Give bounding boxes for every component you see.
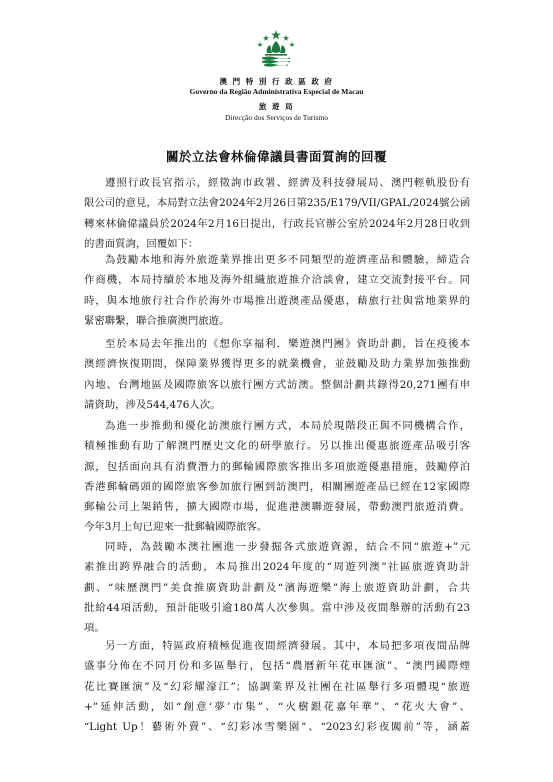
text-line: 素推出跨界融合的活動，本局推出2024年度的“周遊列澳”社區旅遊資助計 — [84, 561, 470, 574]
paragraph-5 — [84, 537, 470, 638]
macau-emblem-icon — [256, 28, 296, 68]
government-name-pt: Governo da Região Administrativa Especial de Macau — [189, 87, 364, 96]
text-line: 緊密聯繫，聯合推廣澳門旅遊。 — [84, 314, 230, 327]
text-line: 花比賽匯演”及“幻彩耀濠江”；協調業界及社團在社區舉行多項體現“旅遊 — [84, 680, 470, 693]
text-line: 請資助，涉及544,476人次。 — [84, 398, 221, 411]
text-line: 限公司的意見，本局對立法會2024年2月26日第235/E179/VII/GPAL/2024號公函 — [84, 197, 471, 210]
text-line: +”延伸活動，如“創意‘夢’市集”、“火樹銀花嘉年華”、“花火大會”、 — [84, 700, 470, 713]
paragraph-4 — [84, 416, 470, 538]
paragraph-3 — [84, 334, 470, 415]
paragraph-6 — [84, 636, 470, 737]
text-line: 遵照行政長官指示，經徵詢市政署、經濟及科技發展局、澳門輕軌股份有 — [105, 177, 470, 189]
text-line: 項。 — [84, 622, 105, 635]
paragraph-2 — [84, 250, 470, 331]
text-line: 作商機，本局持續於本地及海外組織旅遊推介洽談會，建立交流對接平台。同 — [84, 274, 470, 287]
text-line: 盛事分佈在不同月份和多區舉行，包括“農曆新年花車匯演”、“澳門國際煙 — [84, 660, 470, 673]
text-line: 為進一步推動和優化訪澳旅行團方式，本局於現階段正與不同機構合作， — [105, 420, 470, 432]
text-line: 郵輪公司上架銷售，擴大國際市場，促進港澳聯遊發展，帶動澳門旅遊消費。 — [84, 501, 470, 514]
text-line: 轉來林倫偉議員於2024年2月16日提出，行政長官辦公室於2024年2月28日收到 — [84, 217, 470, 230]
text-line: 劃、“味歷澳門”美食推廣資助計劃及“濱海遊樂”海上旅遊資助計劃，合共 — [84, 581, 470, 594]
text-line: 時，與本地旅行社合作於海外市場推出遊澳產品優惠，藉旅行社與當地業界的 — [84, 294, 470, 307]
text-line: 至於本局去年推出的《想你享福利．樂遊澳門團》資助計劃，旨在疫後本 — [105, 338, 470, 350]
government-name-zh: 澳 門 特 別 行 政 區 政 府 — [219, 77, 334, 86]
text-line: 批給44項活動，預計能吸引逾180萬人次參與。當中涉及夜間舉辦的活動有23 — [84, 601, 470, 614]
text-line: 內地、台灣地區及國際旅客以旅行團方式訪澳。整個計劃共錄得20,271團有申 — [84, 378, 470, 391]
text-line: 為鼓勵本地和海外旅遊業界推出更多不同類型的遊濟產品和體驗，締造合 — [105, 254, 470, 266]
text-line: 另一方面，特區政府積極促進夜間經濟發展。其中，本局把多項夜間品牌 — [105, 640, 470, 652]
text-line: 香港郵輪碼頭的國際旅客參加旅行團到訪澳門，相關團遊產品已經在12家國際 — [84, 480, 470, 493]
text-line: 源，包括面向具有消費潛力的郵輪國際旅客推出多項旅遊優惠措施，鼓勵停泊 — [84, 460, 470, 473]
text-line: 的書面質詢，回覆如下： — [84, 237, 199, 250]
text-line: 同時，為鼓勵本澳社團進一步發掘各式旅遊資源，結合不同“旅遊+”元 — [105, 541, 470, 553]
bureau-name-pt: Direcção dos Serviços de Turismo — [225, 113, 328, 122]
paragraph-1 — [84, 173, 470, 254]
document-title: 關於立法會林倫偉議員書面質詢的回覆 — [165, 149, 387, 164]
text-line: “Light Up！藝術外賣”、“幻彩冰雪樂園”、“2023幻彩夜闖前”等，涵蓋 — [84, 721, 470, 734]
bureau-name-zh: 旅 遊 局 — [258, 102, 295, 111]
text-line: 澳經濟恢復期間，保障業界獲得更多的就業機會，並鼓勵及助力業界加強推動 — [84, 358, 470, 371]
text-line: 積極推動有助了解澳門歷史文化的研學旅行。另以推出優惠旅遊產品吸引客 — [84, 440, 470, 453]
text-line: 今年3月上旬已迎來一批郵輪國際旅客。 — [84, 521, 268, 534]
